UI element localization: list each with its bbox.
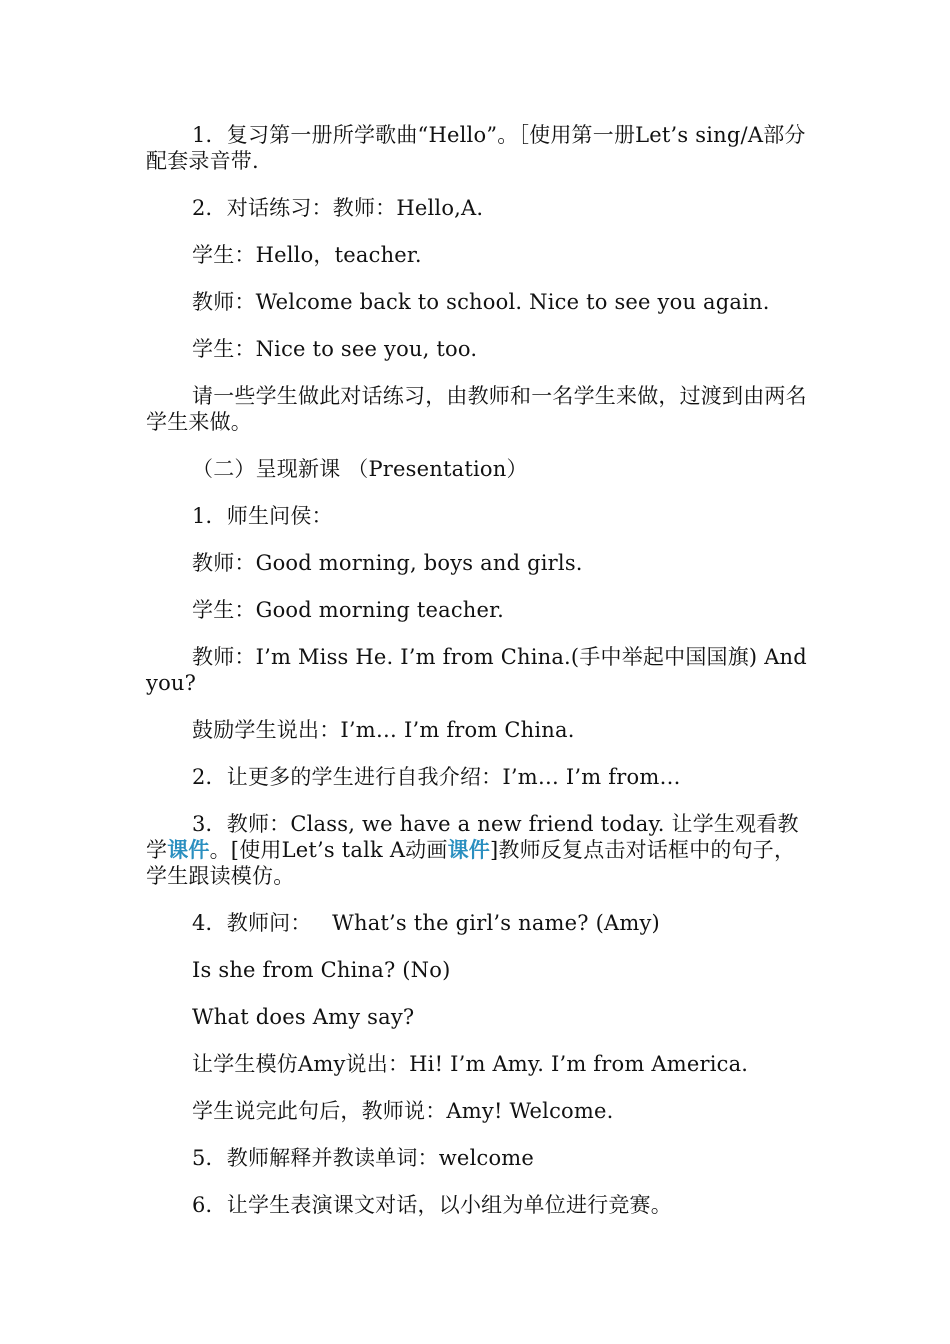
document-body (146, 122, 814, 1239)
paragraph-student-hello: 学生：Hello，teacher. (192, 243, 422, 267)
paragraph-new-friend-text-2: 。[使用Let’s talk A动画 (209, 838, 448, 862)
paragraph-teacher-intro: 教师：I’m Miss He. I’m from China.(手中举起中国国旗) And you? (146, 645, 814, 695)
paragraph-from-china: Is she from China? (No) (192, 958, 451, 982)
section-heading-presentation: （二）呈现新课 （Presentation） (192, 457, 528, 481)
paragraph-teach-word: 5．教师解释并教读单词：welcome (192, 1146, 535, 1170)
paragraph-dialogue-practice: 2．对话练习：教师：Hello,A. (192, 196, 484, 220)
paragraph-review-song: 1．复习第一册所学歌曲“Hello”。［使用第一册Let’s sing/A部分配套录音带. (146, 123, 806, 173)
paragraph-self-intro: 2．让更多的学生进行自我介绍：I’m… I’m from… (192, 765, 681, 789)
paragraph-teacher-welcome-amy: 学生说完此句后，教师说：Amy! Welcome. (192, 1099, 614, 1123)
courseware-link-1[interactable]: 课件 (167, 837, 210, 862)
paragraph-practice-note: 请一些学生做此对话练习，由教师和一名学生来做，过渡到由两名学生来做。 (146, 384, 807, 434)
paragraph-greeting: 1．师生问侯： (192, 504, 333, 528)
paragraph-teacher-welcome: 教师：Welcome back to school. Nice to see you again. (192, 290, 770, 314)
paragraph-imitate-amy: 让学生模仿Amy说出：Hi! I’m Amy. I’m from America. (192, 1052, 749, 1076)
paragraph-teacher-asks: 4．教师问： What’s the girl’s name? (Amy) (192, 911, 660, 935)
paragraph-new-friend (146, 811, 810, 889)
paragraph-student-nice: 学生：Nice to see you, too. (192, 337, 478, 361)
paragraph-amy-say: What does Amy say? (192, 1005, 415, 1029)
paragraph-encourage: 鼓励学生说出：I’m… I’m from China. (192, 718, 575, 742)
paragraph-perform-dialogue: 6．让学生表演课文对话，以小组为单位进行竞赛。 (192, 1193, 672, 1217)
paragraph-new-friend-text-3: ]教师反复点击对话框中的句子，学生跟读模仿。 (146, 838, 796, 888)
paragraph-new-friend-text-1: 3．教师：Class, we have a new friend today. 让学生观看教学 (146, 812, 799, 862)
courseware-link-2[interactable]: 课件 (447, 837, 490, 862)
paragraph-teacher-good-morning: 教师：Good morning, boys and girls. (192, 551, 583, 575)
paragraph-student-good-morning: 学生：Good morning teacher. (192, 598, 504, 622)
